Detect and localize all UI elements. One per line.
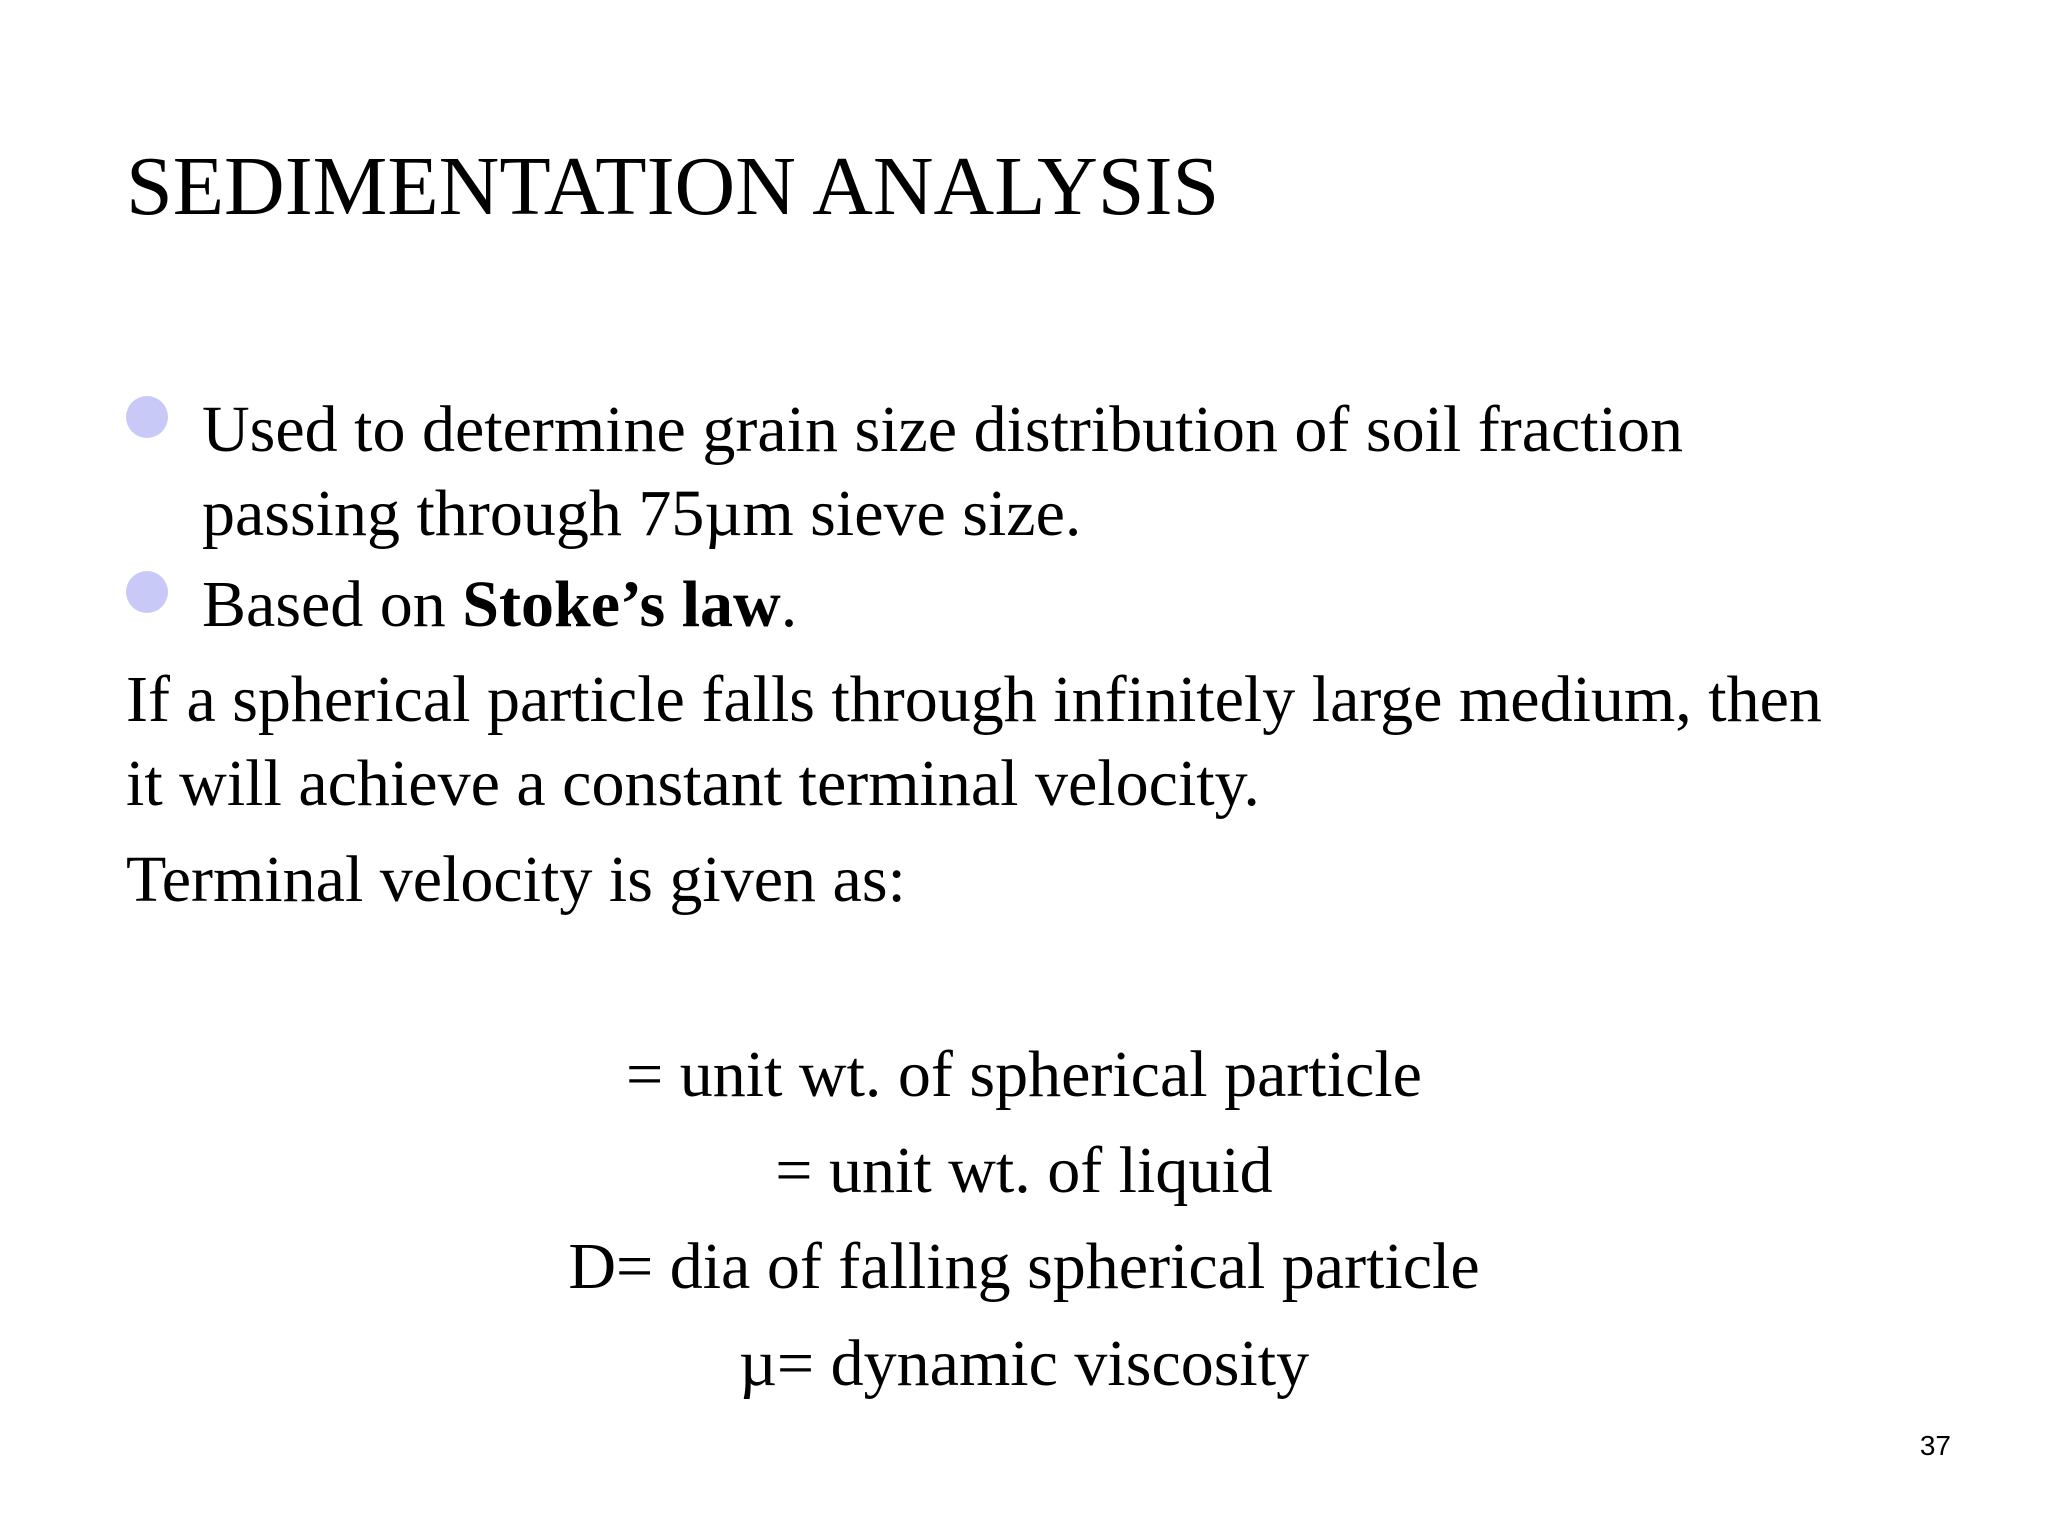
bullet-suffix: .	[780, 568, 798, 641]
slide-title: SEDIMENTATION ANALYSIS	[126, 140, 1220, 233]
bullet-item	[126, 388, 1683, 550]
definition-line: µ= dynamic viscosity	[738, 1327, 1310, 1400]
paragraph-line: If a spherical particle falls through infinitely large medium, then	[126, 663, 1822, 736]
definition-line: = unit wt. of spherical particle	[626, 1038, 1422, 1111]
page-number: 37	[1919, 1430, 1951, 1461]
bullet-line: passing through 75µm sieve size.	[202, 477, 1082, 550]
bullet-line: Used to determine grain size distribution of soil fraction	[202, 393, 1683, 466]
bullet-prefix: Based on	[202, 568, 463, 641]
bullet-line	[202, 563, 1902, 647]
bold-term: Stoke’s law	[462, 568, 781, 641]
paragraph-line: it will achieve a constant terminal velocity.	[126, 747, 1260, 820]
bullet-dot-icon	[126, 396, 168, 438]
paragraph	[126, 838, 906, 922]
bullet-text	[202, 563, 1902, 647]
paragraph-line: Terminal velocity is given as:	[126, 843, 906, 916]
bullet-dot-icon	[126, 571, 168, 613]
bullet-text	[202, 388, 1902, 556]
bullet-item	[126, 563, 798, 641]
definition-line: D= dia of falling spherical particle	[568, 1230, 1480, 1303]
paragraph	[126, 658, 1822, 826]
definition-line: = unit wt. of liquid	[775, 1134, 1273, 1207]
